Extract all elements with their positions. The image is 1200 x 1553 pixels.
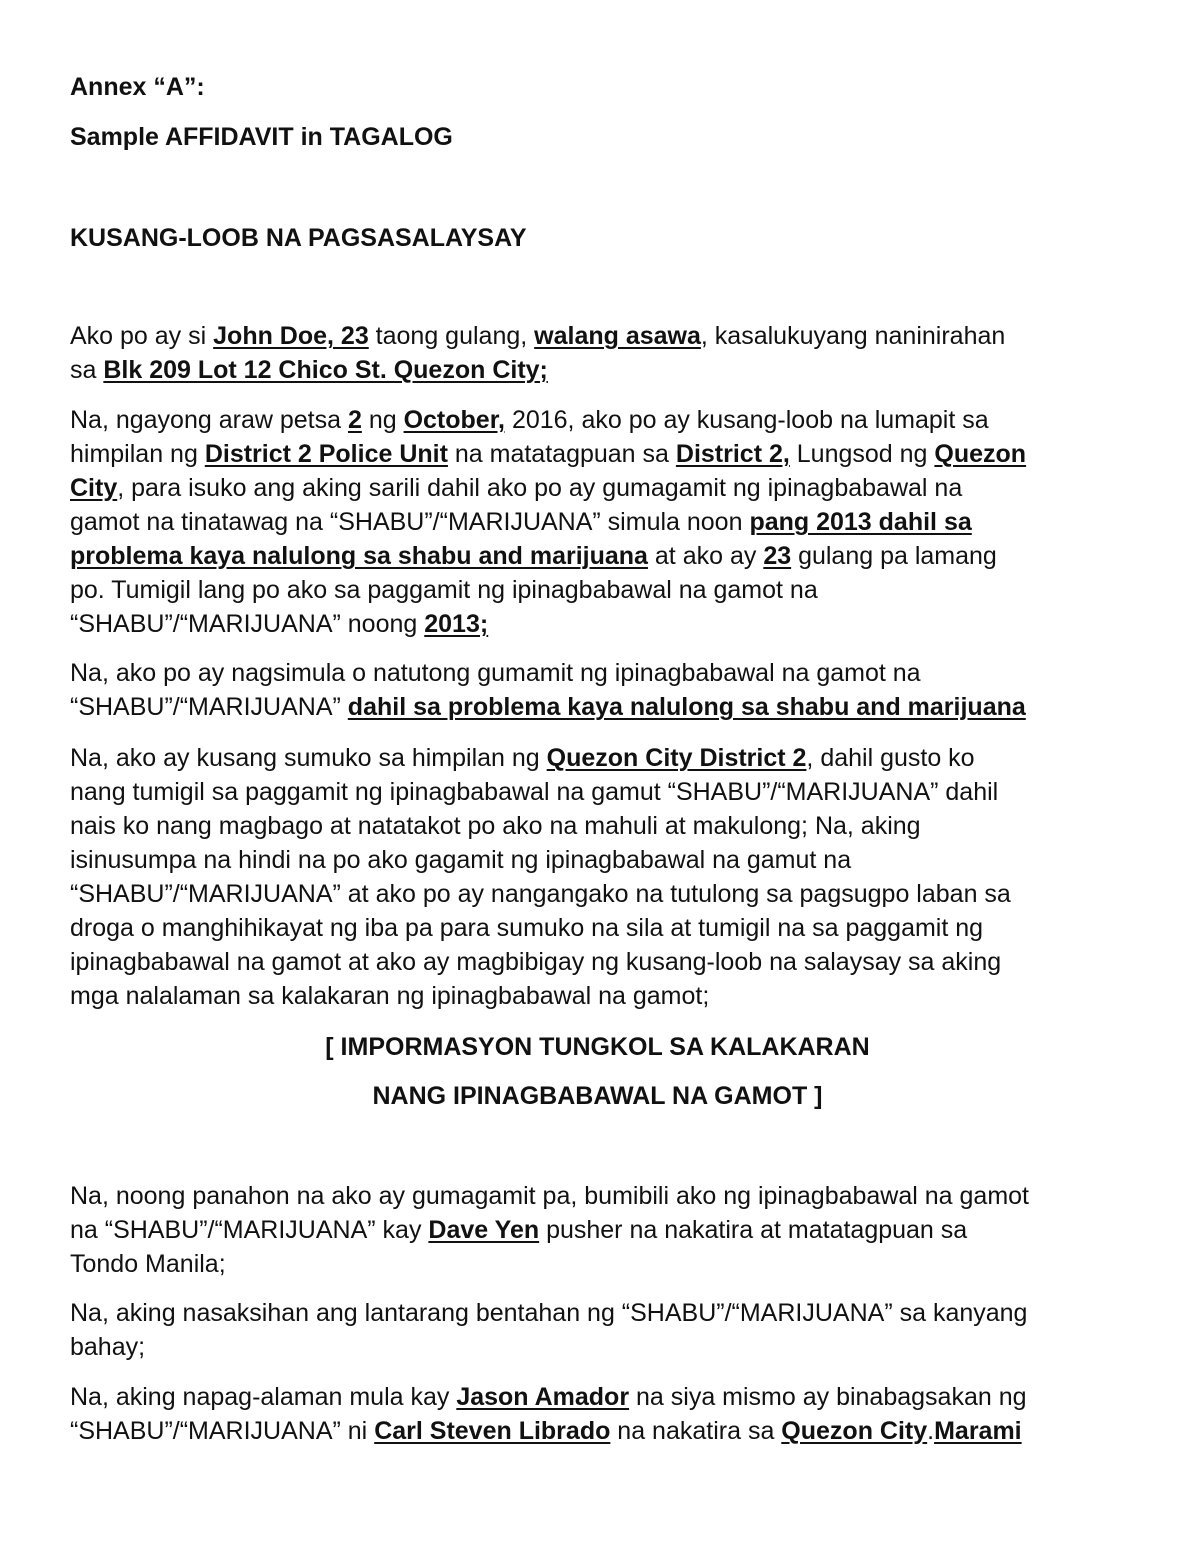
district-name: District 2, [675,440,790,468]
police-unit: District 2 Police Unit [204,440,448,468]
text-line [70,1414,1145,1448]
affiant-address: Blk 209 Lot 12 Chico St. Quezon City; [103,356,548,384]
text-line: droga o manghihikayat ng iba pa para sumuko na sila at tumigil na sa paggamit ng [70,914,984,942]
text-line: ipinagbabawal na gamot at ako ay magbibigay ng kusang-loob na salaysay sa aking [70,948,1002,976]
paragraph-supplier-info [70,1380,1145,1448]
text-run: na “SHABU”/“MARIJUANA” kay [70,1216,429,1244]
affidavit-title: KUSANG-LOOB NA PAGSASALAYSAY [70,224,527,252]
text-run: Lungsod ng [789,440,935,468]
source-name: Jason Amador [456,1383,630,1411]
text-run: taong gulang, [368,322,535,350]
text-line: nais ko nang magbago at natatakot po ako na mahuli at makulong; Na, aking [70,812,921,840]
paragraph-purchase-info [70,1179,1145,1281]
date-month: October, [403,406,505,434]
text-line [70,607,1145,641]
text-run: gamot na tinatawag na “SHABU”/“MARIJUANA” simula noon [70,508,750,536]
text-line [70,437,1145,471]
civil-status: walang asawa [534,322,701,350]
text-line: bahay; [70,1333,146,1361]
text-line: Tondo Manila; [70,1250,226,1278]
police-station: Quezon City District 2 [546,744,807,772]
text-run: na matatagpuan sa [447,440,676,468]
text-run: 2016, ako po ay kusang-loob na lumapit sa [505,406,989,434]
text-line [70,471,1145,505]
text-run: na siya mismo ay binabagsakan ng [629,1383,1027,1411]
text-line [70,353,1145,387]
city-name: Quezon City [781,1417,928,1445]
text-line [70,403,1145,437]
text-line [70,505,1145,539]
pusher-name: Dave Yen [428,1216,540,1244]
text-line [70,690,1145,724]
text-line [70,539,1145,573]
affiant-name-age: John Doe, 23 [213,322,369,350]
text-run: “SHABU”/“MARIJUANA” noong [70,610,425,638]
text-line [70,1380,1145,1414]
paragraph-personal-info [70,319,1145,387]
city-name: Quezon [934,440,1027,468]
paragraph-witnessed-sales [70,1296,1145,1364]
text-run: gulang pa lamang [791,542,997,570]
text-run: Na, ako ay kusang sumuko sa himpilan ng [70,744,547,772]
text-line: Na, noong panahon na ako ay gumagamit pa, bumibili ako ng ipinagbabawal na gamot [70,1182,1029,1210]
document-subtitle: Sample AFFIDAVIT in TAGALOG [70,123,453,151]
text-line: Na, aking nasaksihan ang lantarang bentahan ng “SHABU”/“MARIJUANA” sa kanyang [70,1299,1028,1327]
paragraph-surrender-statement [70,403,1145,641]
stop-year: 2013; [424,610,489,638]
text-run: , dahil gusto ko [806,744,975,772]
text-line: “SHABU”/“MARIJUANA” at ako po ay nangangako na tutulong sa pagsugpo laban sa [70,880,1011,908]
text-line: isinusumpa na hindi na po ako gagamit ng ipinagbabawal na gamut na [70,846,852,874]
paragraph-voluntary-surrender [70,741,1145,1013]
text-run: na nakatira sa [610,1417,782,1445]
text-line: mga nalalaman sa kalakaran ng ipinagbabawal na gamot; [70,982,710,1010]
text-run: , para isuko ang aking sarili dahil ako po ay gumagamit ng ipinagbabawal na [117,474,963,502]
text-run: pusher na nakatira at matatagpuan sa [539,1216,968,1244]
text-run: Na, aking napag-alaman mula kay [70,1383,457,1411]
text-run: Ako po ay si [70,322,214,350]
text-line [70,741,1145,775]
supplier-name: Carl Steven Librado [374,1417,611,1445]
text-run: “SHABU”/“MARIJUANA” ni [70,1417,375,1445]
text-run: at ako ay [647,542,764,570]
usage-reason: dahil sa problema kaya nalulong sa shabu and marijuana [347,693,1026,721]
text-run: ng [361,406,404,434]
text-line: Na, ako po ay nagsimula o natutong gumamit ng ipinagbabawal na gamot na [70,659,921,687]
date-day: 2 [347,406,362,434]
usage-reason: problema kaya nalulong sa shabu and marijuana [70,542,648,570]
text-line: po. Tumigil lang po ako sa paggamit ng ipinagbabawal na gamot na [70,576,818,604]
city-name: City [70,474,118,502]
text-run: , kasalukuyang naninirahan [700,322,1006,350]
text-line: nang tumigil sa paggamit ng ipinagbabawal na gamut “SHABU”/“MARIJUANA” dahil [70,778,999,806]
section-heading: NANG IPINAGBABAWAL NA GAMOT ] [372,1082,823,1110]
text-line [70,1213,1145,1247]
usage-since: pang 2013 dahil sa [749,508,972,536]
section-heading: [ IMPORMASYON TUNGKOL SA KALAKARAN [325,1033,870,1061]
annex-label: Annex “A”: [70,73,205,101]
text-run: . [927,1417,935,1445]
text-run: Na, ngayong araw petsa [70,406,348,434]
text-line [70,319,1145,353]
text-run: himpilan ng [70,440,205,468]
text-run: sa [70,356,104,384]
continued-text: Marami [934,1417,1022,1445]
usage-age: 23 [763,542,792,570]
text-run: “SHABU”/“MARIJUANA” [70,693,348,721]
paragraph-start-of-use [70,656,1145,724]
